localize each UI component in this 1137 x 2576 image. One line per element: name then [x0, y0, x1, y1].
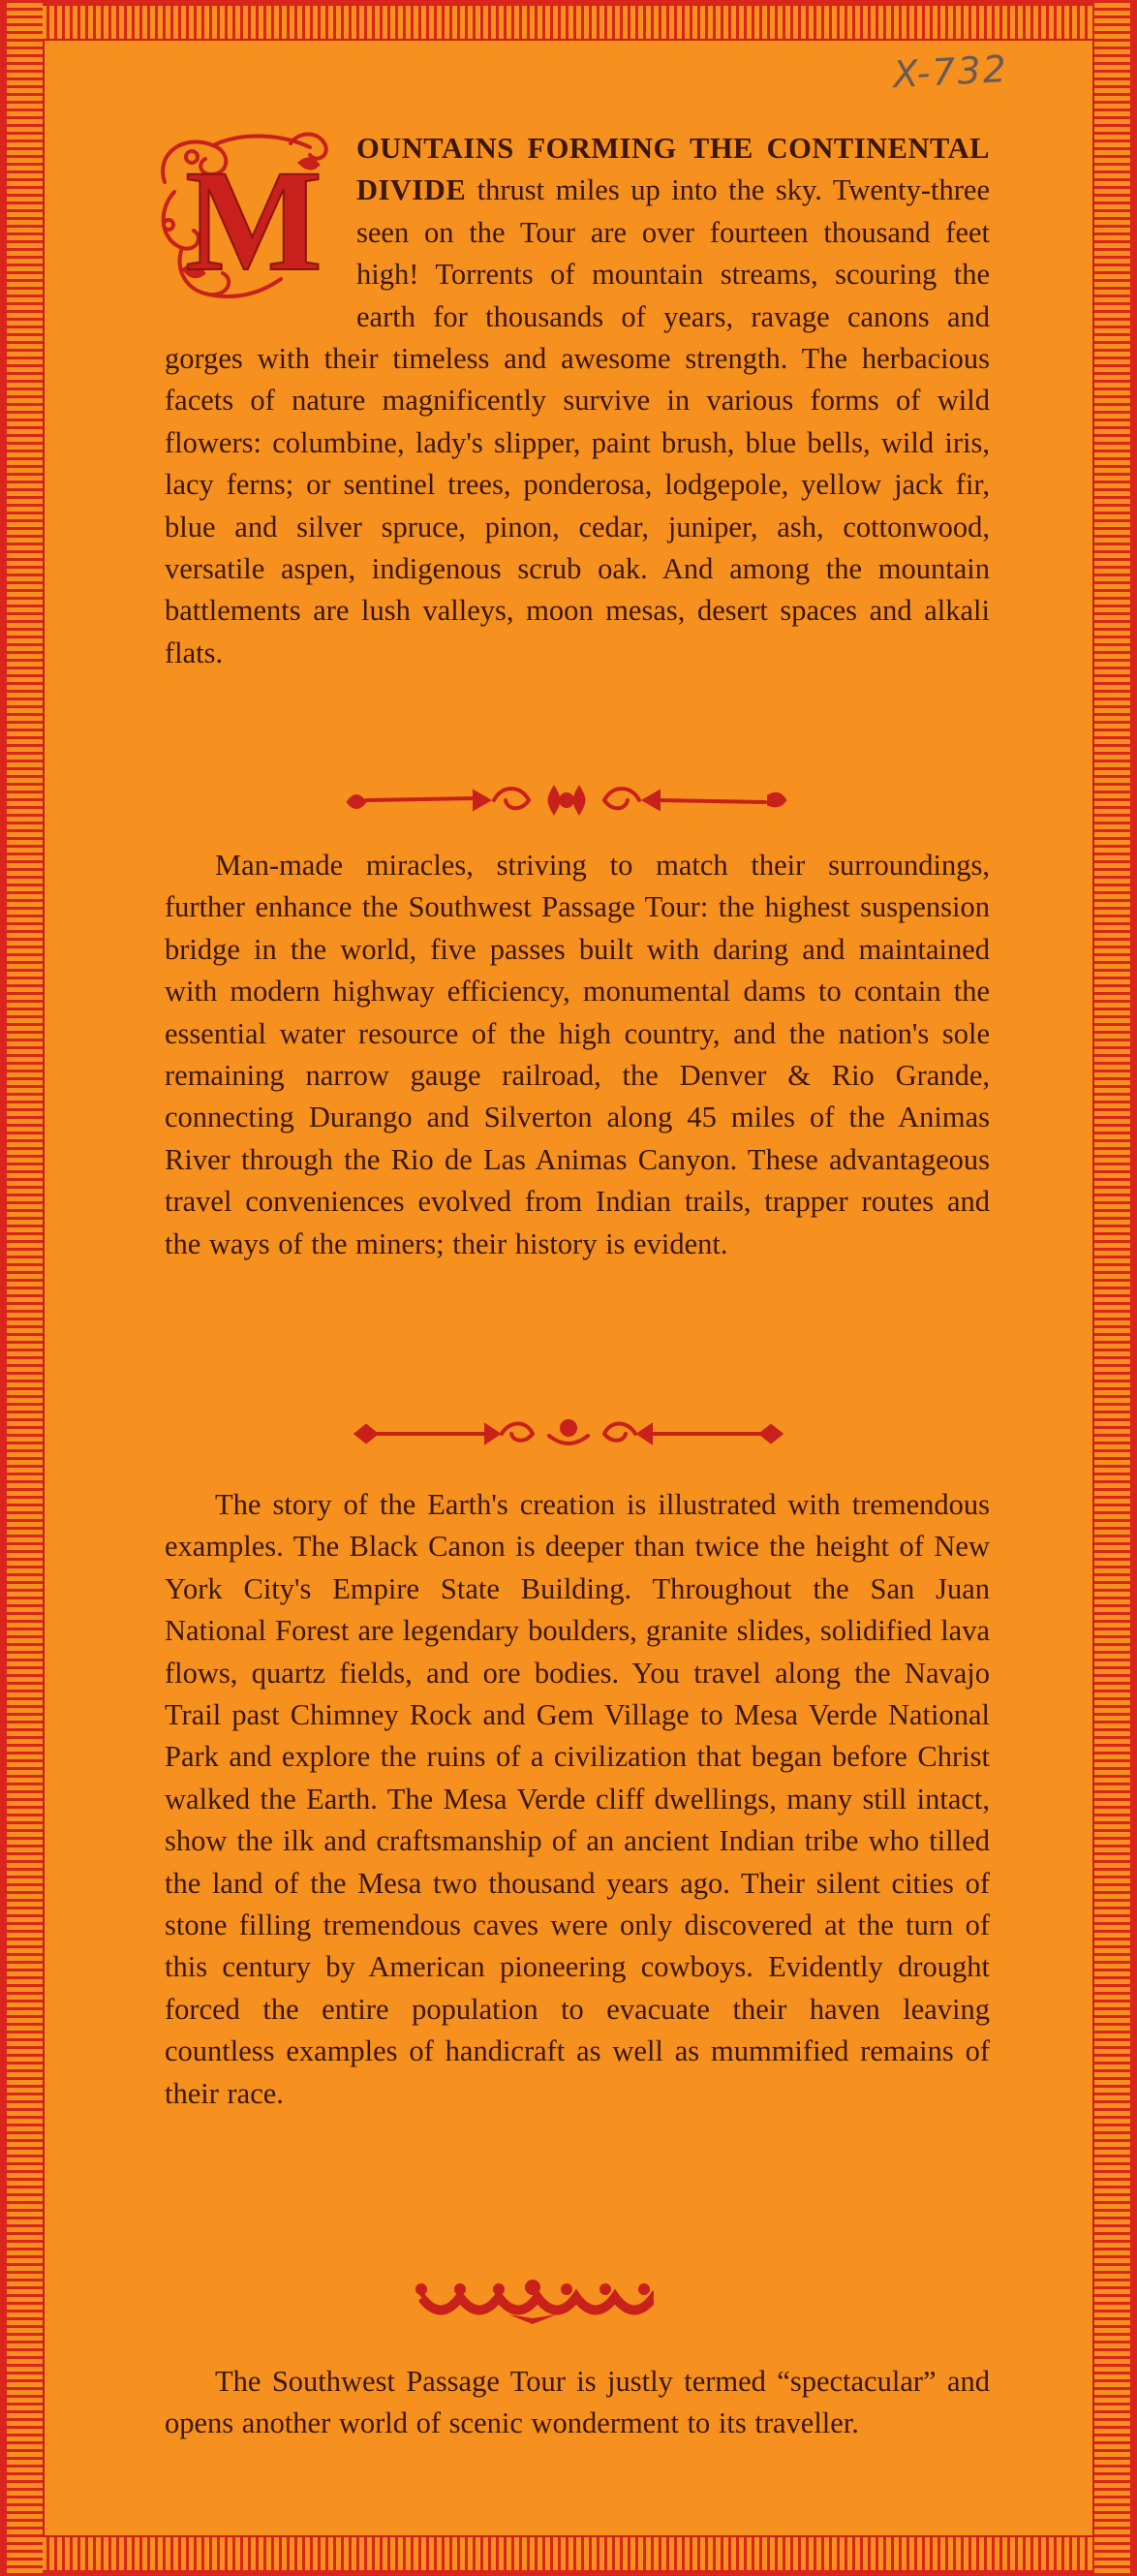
paragraph-1-text: thrust miles up into the sky. Twenty-three seen on the Tour are over fourteen thousand feet high! Torrents of mountain streams, scouring the earth for thousands of years, ravage canons and gorges with their timeless and awesome strength. The herbacious facets of nature magnificently survive in various forms of wild flowers: columbine, lady's slipper, paint brush, blue bells, wild iris, lacy ferns; or sentinel trees, ponderosa, lodgepole, yellow jack fir, blue and silver spruce, pinon, cedar, juniper, ash, cottonwood, versatile aspen, indigenous scrub oak. And among the mountain battlements are lush valleys, moon mesas, desert spaces and alkali flats. [165, 173, 990, 669]
drop-cap-flourish-icon [145, 124, 345, 308]
border-left [0, 0, 43, 2576]
drop-cap-letter: M [185, 140, 323, 301]
drop-cap-m [145, 124, 345, 308]
catalog-number: X-732 [891, 47, 1009, 97]
garland-ornament-icon [412, 2280, 654, 2328]
divider-ornament-icon [339, 781, 794, 820]
border-top [0, 0, 1137, 39]
divider-ornament-icon [351, 1414, 786, 1453]
lead-caps-heading: OUNTAINS FORMING THE CONTINENTAL DIVIDE [356, 132, 990, 207]
paragraph-man-made: Man-made miracles, striving to match their surroundings, further enhance the Southwest Passage Tour: the highest suspension bridge in the world, five passes built with daring and maintained with modern highway efficiency, monumental dams to contain the essential water resource of the high country, and the nation's sole remaining narrow gauge railroad, the Denver & Rio Grande, connecting Durango and Silverton along 45 miles of the Animas River through the Rio de Las Animas Canyon. These advantageous travel conveniences evolved from Indian trails, trapper routes and the ways of the miners; their history is evident. [165, 849, 990, 1260]
border-bottom [0, 2537, 1137, 2576]
paragraph-mountains [165, 128, 990, 674]
paragraph-earth-creation: The story of the Earth's creation is illustrated with tremendous examples. The Black Canon is deeper than twice the height of New York City's Empire State Building. Throughout the San Juan National Forest are legendary boulders, granite slides, solidified lava flows, quartz fields, and ore bodies. You travel along the Navajo Trail past Chimney Rock and Gem Village to Mesa Verde National Park and explore the ruins of a civilization that began before Christ walked the Earth. The Mesa Verde cliff dwellings, many still intact, show the ilk and craftsmanship of an ancient Indian tribe who tilled the land of the Mesa two thousand years ago. Their silent cities of stone filling tremendous caves were only discovered at the turn of this century by American pioneering cowboys. Evidently drought forced the entire population to evacuate their haven leaving countless examples of handicraft as well as mummified remains of their race. [165, 1488, 990, 2110]
border-right [1094, 0, 1137, 2576]
paragraph-closing: The Southwest Passage Tour is justly termed “spectacular” and opens another world of scenic wonderment to its traveller. [165, 2365, 990, 2440]
